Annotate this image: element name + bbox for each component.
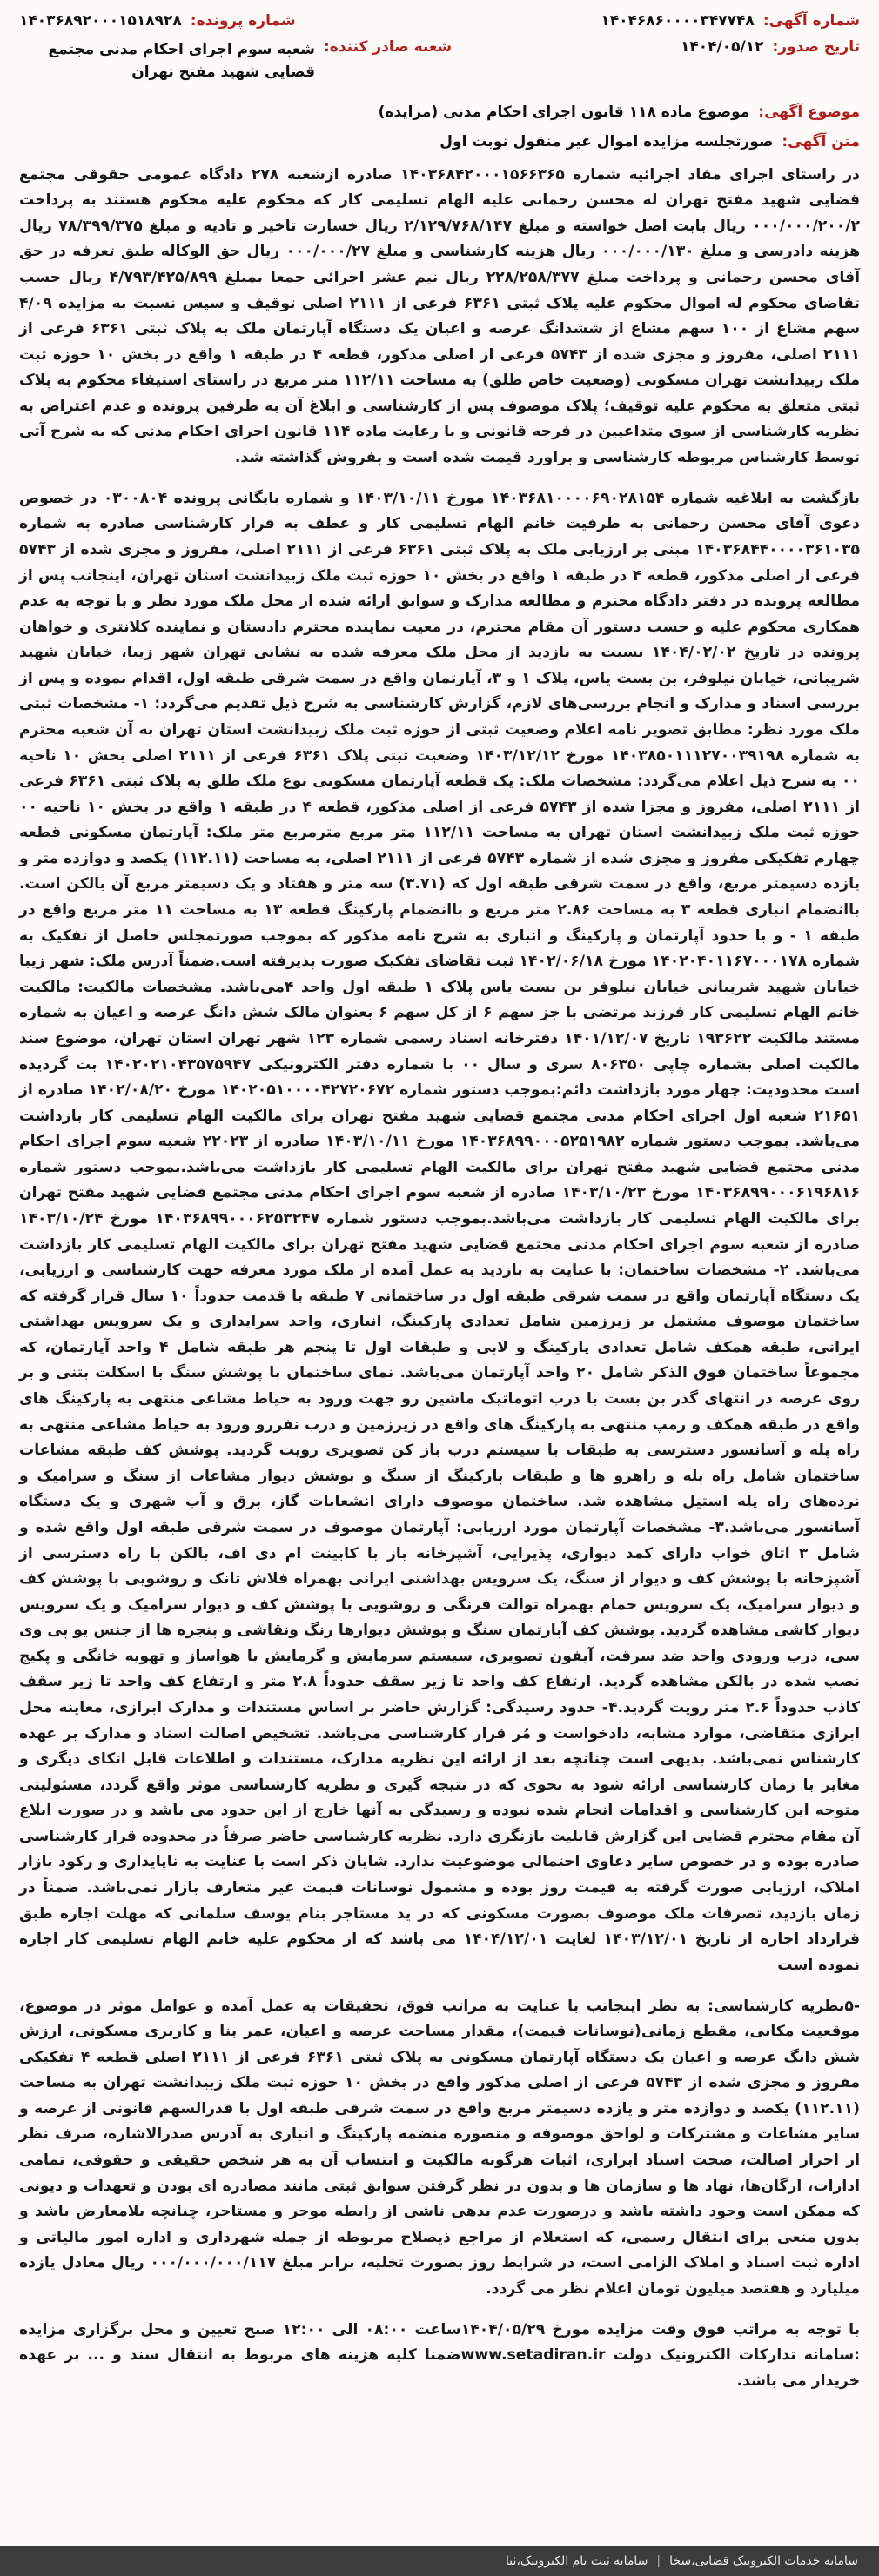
header-row-2 xyxy=(19,38,860,84)
issue-date-label: تاریخ صدور: xyxy=(772,38,860,56)
ad-number-label: شماره آگهی: xyxy=(762,12,860,30)
issuer-label: شعبه صادر کننده: xyxy=(324,38,453,56)
footer-link-sana[interactable]: سامانه ثبت نام الکترونیک،ثنا xyxy=(505,2554,648,2568)
case-number xyxy=(19,12,296,30)
paragraph-intro: در راستای اجرای مفاد اجرائیه شماره ۱۴۰۳۶۸۴۲۰۰۰۱۵۶۶۳۶۵ صادره ازشعبه ۲۷۸ دادگاه عمومی حقوقی مجتمع قضایی شهید مفتح تهران له محسن رحمانی علیه الهام تسلیمی کار که محکوم علیه محکوم هستند به پرداخت ۰۰۰/۰۰۰/۲۰۰/۲ ریال بابت اصل خواسته و مبلغ ۲/۱۲۹/۷۶۸/۱۴۷ ریال خسارت تاخیر و تادیه و مبلغ ۷۸/۳۹۹/۳۷۵ ریال هزینه دادرسی و مبلغ ۰۰۰/۰۰۰/۱۳۰ ریال هزینه کارشناسی و مبلغ ۰۰۰/۰۰۰/۲۷ ریال حق الوکاله طبق تعرفه در حق آقای محسن رحمانی و پرداخت مبلغ ۲۲۸/۲۵۸/۳۷۷ ریال نیم عشر اجرائی جمعا بمبلغ ۴/۷۹۳/۴۲۵/۸۹۹ ریال حسب تقاضای محکوم له اموال محکوم علیه پلاک ثبتی ۶۳۶۱ فرعی از ۲۱۱۱ اصلی توقیف و سپس نسبت به مزایده ۴/۰۹ سهم مشاع از ۱۰۰ سهم مشاع از ششدانگ عرصه و اعیان یک دستگاه آپارتمان ملک به پلاک ثبتی ۶۳۶۱ فرعی از ۲۱۱۱ اصلی، مفروز و مجزی شده از ۵۷۴۳ فرعی از اصلی مذکور، قطعه ۴ در طبقه ۱ واقع در بخش ۱۰ حوزه ثبت ملک زبیدانشت تهران مسکونی (وضعیت خاص طلق) به مساحت ۱۱۲/۱۱ متر مربع در راستای استیفاء محکوم به پلاک ثبتی متعلق به محکوم علیه توقیف؛ پلاک موصوف پس از کارشناسی و ابلاغ آن به طرفین پرونده و عدم اعتراض به نظریه کارشناسی از سوی متداعیین در فرجه قانونی و با رعایت ماده ۱۱۴ قانون اجرای احکام مدنی که به شرح آتی توسط کارشناس مربوطه کارشناسی و براورد قیمت شده است و بفروش گذاشته شد. xyxy=(19,165,861,467)
body-header-value: صورتجلسه مزایده اموال غیر منقول نوبت اول xyxy=(440,132,774,151)
body-header-label: متن آگهی: xyxy=(782,132,860,151)
footer-bar xyxy=(0,2546,879,2576)
footer-separator: | xyxy=(656,2554,661,2568)
ad-number-value: ۱۴۰۴۶۸۶۰۰۰۰۳۴۷۷۴۸ xyxy=(601,12,755,30)
ad-number xyxy=(601,12,860,30)
footer-link-sakha[interactable]: سامانه خدمات الکترونیک قضایی،سخا xyxy=(669,2554,858,2568)
issuer xyxy=(19,38,452,84)
body-header xyxy=(19,133,860,151)
case-number-value: ۱۴۰۳۶۸۹۲۰۰۰۱۵۱۸۹۲۸ xyxy=(19,12,182,30)
topic-line xyxy=(19,104,860,121)
topic-label: موضوع آگهی: xyxy=(758,103,860,121)
header-row-1 xyxy=(19,12,860,30)
issuer-value: شعبه سوم اجرای احکام مدنی مجتمع قضایی شهید مفتح تهران xyxy=(48,41,315,82)
paragraph-expert-report: بازگشت به ابلاغیه شماره ۱۴۰۳۶۸۱۰۰۰۰۶۹۰۲۸۱۵۴ مورخ ۱۴۰۳/۱۰/۱۱ و شماره بایگانی پرونده ۰۳۰۰۸۰۴ در خصوص دعوی آقای محسن رحمانی به طرفیت خانم الهام تسلیمی کار و عطف به قرار کارشناسی صادره به شماره ۱۴۰۳۶۸۴۴۰۰۰۰۳۶۱۰۳۵ مبنی بر ارزیابی ملک به پلاک ثبتی ۶۳۶۱ فرعی از ۲۱۱۱ اصلی، مفروز و مجزی شده از ۵۷۴۳ فرعی از اصلی مذکور، قطعه ۴ در طبقه ۱ واقع در بخش ۱۰ حوزه ثبت ملک زبیدانشت استان تهران، اینجانب پس از مطالعه پرونده در دفتر دادگاه محترم و مطالعه مدارک و سوابق ارائه شده از محل ملک مورد نظر و با توجه به عدم همکاری محکوم علیه و حسب دستور آن مقام محترم، در معیت نماینده محترم دادستان و نماینده کلانتری و خواهان پرونده در تاریخ ۱۴۰۴/۰۲/۰۲ نسبت به بازدید از محل ملک معرفه شده به نشانی تهران شهر زیبا، خیابان شهید شریبانی، خیابان نیلوفر، بن بست یاس، پلاک ۱ و ۳، آپارتمان واقع در سمت شرقی طبقه اول، اقدام نموده و پس از بررسی اسناد و مدارک و انجام بررسی‌های لازم، گزارش کارشناسی به شرح ذیل تقدیم می‌گردد: ۱- مشخصات ثبتی ملک مورد نظر: مطابق تصویر نامه اعلام وضعیت ثبتی از حوزه ثبت ملک زبیدانشت استان تهران به آن شعبه محترم به شماره ۱۴۰۳۸۵۰۱۱۱۲۷۰۰۳۹۱۹۸ مورخ ۱۴۰۳/۱۲/۱۲ وضعیت ثبتی پلاک ۶۳۶۱ فرعی از ۲۱۱۱ اصلی بخش ۱۰ ناحیه ۰۰ به شرح ذیل اعلام می‌گردد: مشخصات ملک: یک قطعه آپارتمان مسکونی نوع ملک طلق به پلاک ثبتی ۶۳۶۱ فرعی از ۲۱۱۱ اصلی، مفروز و مجزا شده از ۵۷۴۳ فرعی از اصلی مذکور، قطعه ۴ در طبقه ۱ واقع در بخش ۱۰ ناحیه ۰۰ حوزه ثبت ملک زبیدانشت استان تهران به مساحت ۱۱۲/۱۱ متر مربع مترمربع متر ملک: آپارتمان مسکونی قطعه چهارم تفکیکی مفروز و مجزی شده از شماره ۵۷۴۳ فرعی از ۲۱۱۱ اصلی، به مساحت (۱۱۲.۱۱) یکصد و دوازده متر و یازده دسیمتر مربع، واقع در سمت شرقی طبقه اول که (۳.۷۱) سه متر و هفتاد و یک دسیمتر مربع آن بالکن است. باانضمام انباری قطعه ۳ به مساحت ۲.۸۶ متر مربع و باانضمام پارکینگ قطعه ۱۳ به مساحت ۱۱ متر مربع واقع در طبقه ۱ - و با حدود آپارتمان و پارکینگ و انباری به شرح نامه مذکور که بموجب صورتمجلس حاصل از تفکیک به شماره ۱۴۰۲۰۴۰۱۱۶۷۰۰۰۱۷۸ مورخ ۱۴۰۲/۰۶/۱۸ ثبت تقاضای تفکیک صورت پذیرفته است.ضمناً آدرس ملک: شهر زیبا خیابان شهید شریبانی خیابان نیلوفر بن بست یاس پلاک ۱ طبقه اول واحد ۴می‌باشد. مشخصات مالکیت: مالکیت خانم الهام تسلیمی کار فرزند مرتضی با جز سهم ۶ از کل سهم ۶ بعنوان مالک شش دانگ عرصه و اعیان به شماره مستند مالکیت ۱۹۳۶۲۲ تاریخ ۱۴۰۱/۱۲/۰۷ دفترخانه اسناد رسمی شماره ۱۲۳ شهر تهران استان تهران، موضوع سند مالکیت اصلی بشماره چاپی ۸۰۶۳۵۰ سری و سال ۰۰ با شماره دفتر الکترونیکی ۱۴۰۲۰۲۱۰۴۳۵۷۵۹۴۷ بت گردیده است محدودیت: چهار مورد بازداشت دائم:بموجب دستور شماره ۱۴۰۲۰۵۱۰۰۰۰۴۲۷۲۰۶۷۲ مورخ ۱۴۰۲/۰۸/۲۰ صادره از ۲۱۶۵۱ شعبه اول اجرای احکام مدنی مجتمع قضایی شهید مفتح تهران برای مالکیت الهام تسلیمی کار بازداشت می‌باشد. بموجب دستور شماره ۱۴۰۳۶۸۹۹۰۰۰۵۲۵۱۹۸۲ مورخ ۱۴۰۳/۱۰/۱۱ صادره از ۲۲۰۲۳ شعبه سوم اجرای احکام مدنی مجتمع قضایی شهید مفتح تهران برای مالکیت الهام تسلیمی کار بازداشت می‌باشد.بموجب دستور شماره ۱۴۰۳۶۸۹۹۰۰۰۶۱۹۶۸۱۶ مورخ ۱۴۰۳/۱۰/۲۳ صادره از شعبه سوم اجرای احکام مدنی مجتمع قضایی شهید مفتح تهران برای مالکیت الهام تسلیمی کار بازداشت می‌باشد.بموجب دستور شماره ۱۴۰۳۶۸۹۹۰۰۰۶۲۵۳۲۴۷ مورخ ۱۴۰۳/۱۰/۲۴ صادره از شعبه سوم اجرای احکام مدنی مجتمع قضایی شهید مفتح تهران برای مالکیت الهام تسلیمی کار بازداشت می‌باشد. ۲- مشخصات ساختمان: با عنایت به بازدید به عمل آمده از ملک مورد معرفه جهت کارشناسی و ارزیابی، یک دستگاه آپارتمان واقع در سمت شرقی طبقه اول در ساختمانی ۷ طبقه با قدمت حدوداً ۱۰ سال قرار گرفته که ساختمان موصوف مشتمل بر زیرزمین شامل تعدادی پارکینگ، انباری، واحد سرایداری و یک سرویس بهداشتی ایرانی، طبقه همکف شامل تعدادی پارکینگ و لابی و طبقات اول تا پنجم هر طبقه شامل ۴ واحد آپارتمان، که مجموعاً ساختمان فوق الذکر شامل ۲۰ واحد آپارتمان می‌باشد. نمای ساختمان با پوشش سنگ با اسکلت بتنی و بر روی عرصه در انتهای گذر بن بست با درب اتوماتیک ماشین رو جهت ورود به حیاط مشاعی منتهی به پارکینگ های واقع در طبقه همکف و رمپ منتهی به پارکینگ های واقع در زیرزمین و درب نفررو ورود به حیاط مشاعی منتهی به راه پله و آسانسور دسترسی به طبقات با سیستم درب باز کن تصویری رویت گردید. پوشش کف طبقه مشاعات ساختمان شامل راه پله و راهرو ها و طبقات پارکینگ از سنگ و پوشش دیوار مشاعات از سنگ و سرامیک و نرده‌های راه پله استیل مشاهده شد. ساختمان موصوف دارای انشعابات گاز، برق و آب شهری و یک دستگاه آسانسور می‌باشد.۳- مشخصات آپارتمان مورد ارزیابی: آپارتمان موصوف در سمت شرقی طبقه اول واقع شده و شامل ۳ اتاق خواب دارای کمد دیواری، پذیرایی، آشپزخانه باز با کابینت ام دی اف، بالکن با راه دسترسی از آشپزخانه با پوشش کف و دیوار از سنگ، یک سرویس بهداشتی ایرانی بهمراه فلاش تانک و روشویی با پوشش کف و دیوار سرامیک، یک سرویس حمام بهمراه توالت فرنگی و روشویی با پوشش کف و دیوار سرامیک و یک سرویس دیوار کاشی مشاهده گردید. پوشش کف آپارتمان سنگ و پوشش دیوارها رنگ ونقاشی و پنجره ها از جنس یو پی وی سی، درب ورودی واحد ضد سرقت، آیفون تصویری، سیستم سرمایش و گرمایش با هواساز و تهویه خانگی و پکیج نصب شده در بالکن مشاهده گردید. ارتفاع کف واحد تا زیر سقف حدوداً ۲.۸ متر و ارتفاع کف واحد تا زیر سقف کاذب حدوداً ۲.۶ متر رویت گردید.۴- حدود رسیدگی: گزارش حاضر بر اساس مستندات و مدارک ابرازی، معاینه محل ابرازی متقاضی، موارد مشابه، دادخواست و مُر قرار کارشناسی می‌باشد. تشخیص اصالت اسناد و مدارک بر عهده کارشناس نمی‌باشد. بدیهی است چنانچه بعد از ارائه این نظریه مدارک، مستندات و اطلاعات قابل اتکای دیگری و مغایر با زمان کارشناسی ارائه شود به نحوی که در نتیجه گیری و نظریه کارشناسی موثر واقع گردد، مسئولیتی متوجه این کارشناسی و اقدامات انجام شده نبوده و رسیدگی به آنها خارج از این حدود می باشد و در صورت ابلاغ آن مقام محترم قضایی این گزارش قابلیت بازنگری دارد. نظریه کارشناسی حاضر صرفاً در محدوده قرار کارشناسی صادره بوده و در خصوص سایر دعاوی احتمالی موضوعیت ندارد. شایان ذکر است با عنایت به ناپایداری و رکود بازار املاک، ارزیابی صورت گرفته به قیمت روز بوده و مشمول نوسانات قیمت غیر متعارف بازار نمی‌باشد. ضمناً در زمان بازدید، تصرفات ملک موصوف بصورت مسکونی که در ید مستاجر بنام یوسف سلمانی که مهلت اجاره طبق قرارداد اجاره از تاریخ ۱۴۰۳/۱۲/۰۱ لغایت ۱۴۰۴/۱۲/۰۱ می باشد که از محکوم علیه خانم الهام تسلیمی کار اجاره نموده است xyxy=(18,489,861,1974)
issue-date xyxy=(681,38,860,56)
issue-date-value: ۱۴۰۴/۰۵/۱۲ xyxy=(681,38,764,56)
paragraph-auction-time: با توجه به مراتب فوق وقت مزایده مورخ ۱۴۰۴/۰۵/۲۹ساعت ۰۸:۰۰ الی ۱۲:۰۰ صبح تعیین و محل برگزاری مزایده :سامانه تدارکات الکترونیک دولت www.setadiran.irضمنا کلیه هزینه های مربوط به انتقال سند و ... بر عهده خریدار می باشد. xyxy=(19,2320,860,2390)
topic-value: موضوع ماده ۱۱۸ قانون اجرای احکام مدنی (مزایده) xyxy=(378,103,750,121)
paragraph-expert-opinion: -۵نظریه کارشناسی: به نظر اینجانب با عنایت به مراتب فوق، تحقیقات به عمل آمده و عوامل موثر در موضوع، موقعیت مکانی، مقطع زمانی(نوسانات قیمت)، مقدار مساحت عرصه و اعیان، عمر بنا و کاربری مسکونی، ارزش شش دانگ عرصه و اعیان یک دستگاه آپارتمان مسکونی به پلاک ثبتی ۶۳۶۱ فرعی از ۲۱۱۱ اصلی قطعه ۴ تفکیکی مفروز و مجزی شده از ۵۷۴۳ فرعی از اصلی مذکور واقع در بخش ۱۰ حوزه ثبت ملک زبیدانشت تهران به مساحت (۱۱۲.۱۱) یکصد و دوازده متر و یازده دسیمتر مربع واقع در سمت شرقی طبقه اول با قدرالسهم قانونی از عرصه و سایر مشاعات و مشترکات و لواحق موصوفه و متصوره منضمه پارکینگ و انباری به آدرس صدرالاشاره، صرف نظر از احراز اصالت، صحت اسناد ابرازی، اثبات هرگونه مالکیت و انتساب آن به هر شخص حقیقی و حقوقی، تمامی ادارات، ارگان‌ها، نهاد ها و سازمان ها و بدون در نظر گرفتن سوابق ثبتی مانند مصادره ای بودن و تعهدات و دیونی که ممکن است وجود داشته باشد و درصورت عدم بدهی ناشی از رابطه موجر و مستاجر، چنانچه بلامعارض باشد و بدون منعی برای انتقال رسمی، که استعلام از مراجع ذیصلاح مربوطه از جمله شهرداری و اداره امور مالیاتی و اداره ثبت اسناد و املاک الزامی است، در شرایط روز بصورت تخلیه، برابر مبلغ ۰۰۰/۰۰۰/۰۰۰/۱۱۷ ریال معادل یازده میلیارد و هفتصد میلیون تومان اعلام نظر می گردد. xyxy=(19,1997,860,2298)
case-number-label: شماره پرونده: xyxy=(190,12,296,30)
